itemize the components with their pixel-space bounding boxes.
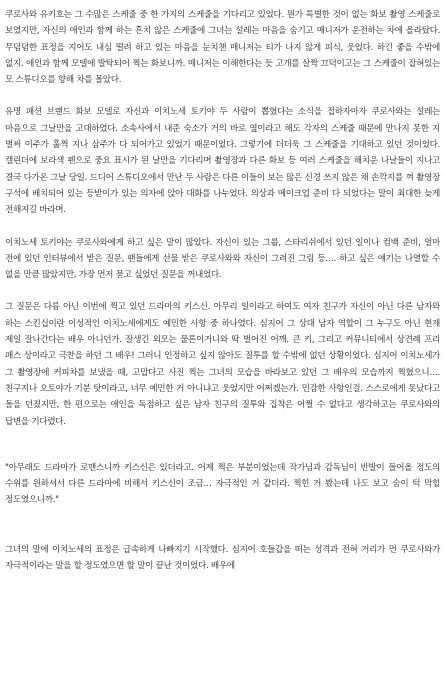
paragraph-4: 그 질문은 다름 아닌 이번에 찍고 있던 드라마의 키스신. 아무리 일이라고 하여도 여자 친구가 자신이 아닌 다른 남자와 하는 스킨십이란 이성적인 이치노세에게도 예민한 사항 중 하나였다. 심지어 그 상대 남자 역할이 그 누구도 아닌 현재 제일 잘나간다는 배우 아니던가. 잘생긴 외모는 물론이거니와 딱 벌어진 어깨. 큰 키, 그리고 커뮤니티에서 상견례 프리 패스 상이라고 극찬을 하던 그 배우! 그러니 인정하고 싶지 않아도 질투를 할 수밖에 없던 상황이었다. 심지어 이치노세가 그 촬영장에 커피차를 보냈을 때, 고맙다고 사진 찍는 그녀의 모습을 바라보고 있던 그 배우의 모습까지 찍혔으니…. 친구지나 오토야가 기분 탓이라고, 너무 예민한 거 아니냐고 웃었지만 어쩌겠는가. 민감한 사항인걸. 스스로에게 못났다고 돌을 던졌지만, 한 편으로는 애인을 독점하고 싶은 남자 친구의 질투와 집착은 어쩔 수 없다고 생각하고는 쿠로사와의 답변을 기다렸다. [5,302,440,427]
dialogue-quote: "아무래도 드라마가 로맨스니까 키스신은 있더라고. 어제 찍은 부분이었는데 작가님과 감독님이 반발이 들어올 정도의 수위를 원하셔서 다른 드라마에 비해서 키스신이 조금… 자극적인 거 같더라. 찍힌 거 봤는데 나도 보고 숨이 턱 막힐 정도였으니까." [5,462,440,506]
paragraph-6: 그녀의 말에 이치노세의 표정은 급속하게 나빠지기 시작했다. 심지어 호들갑을 떠는 성격과 전혀 거리가 먼 쿠로사와가 자극적이라는 말을 할 정도였으면 할 말이 끝난 것이었다. 배우에 [5,544,440,572]
paragraph-2: 유명 패션 브랜드 화보 모델로 자신과 이치노세 토키야 두 사람이 뽑혔다는 소식을 접하자마자 쿠로사와는 설레는 마음으로 그날만을 고대하였다. 소속사에서 내준 숙소가 거의 바로 옆이라고 해도 각자의 스케줄 때문에 만나지 못한 지 벌써 이주가 훌쩍 지나 삼주가 다 되어가고 있었기 때문이었다. 그렇기에 더더욱 그 스케줄을 기대하고 있던 것이었다. 캘린더에 보라색 펜으로 중요 표시가 된 날만을 기다리며 촬영장과 다른 화보 등 여러 스케줄을 해치운 나날들이 지나고 결국 다가온 그날 당일. 드디어 스튜디오에서 만난 두 사람은 다른 이들이 보는 많은 신경 쓰지 않은 채 손깍지를 껴 촬영장 구석에 배치되어 있는 등받이가 있는 의자에 앉아 대화를 나누었다. 의상과 메이크업 준비 다 되었다는 말이 최대한 늦게 전해지길 바라며. [5,107,440,216]
paragraph-1: 쿠로사와 유키호는 그 수많은 스케줄 중 한 가지의 스케줄을 기다리고 있었다. 뭔가 특별한 것이 없는 화보 촬영 스케줄로 보였지만, 자신의 애인과 함께 하는 흔치 않은 스케줄에 그녀는 설레는 마음을 숨기고 매니저가 운전하는 차에 올라탔다. 무덤덤한 표정을 지어도 내심 떨려 하고 있는 마음을 눈치챈 매니저는 티가 나지 않게 피식, 웃었다. 하긴 좋을 수밖에 없지. 애인과 함께 모델에 발탁되어 찍는 화보니까. 매니저는 이해한다는 듯 고개를 살짝 끄덕이고는 그 스케줄이 잡혀있는 모 스튜디오를 향해 차를 몰았다. [5,10,440,86]
paragraph-3: 이치노세 토키야는 쿠로사와에게 하고 싶은 말이 많았다. 자신이 있는 그룹, 스타리쉬에서 있던 일이나 컴백 준비, 얼마 전에 있던 인터뷰에서 받은 질문, 팬들에게 선물 받은 쿠로사와와 자신이 그려진 그림 등…. 하고 싶은 얘기는 나열할 수 없을 만큼 많았지만, 가장 먼저 묻고 싶었던 질문을 꺼내었다. [5,237,440,281]
